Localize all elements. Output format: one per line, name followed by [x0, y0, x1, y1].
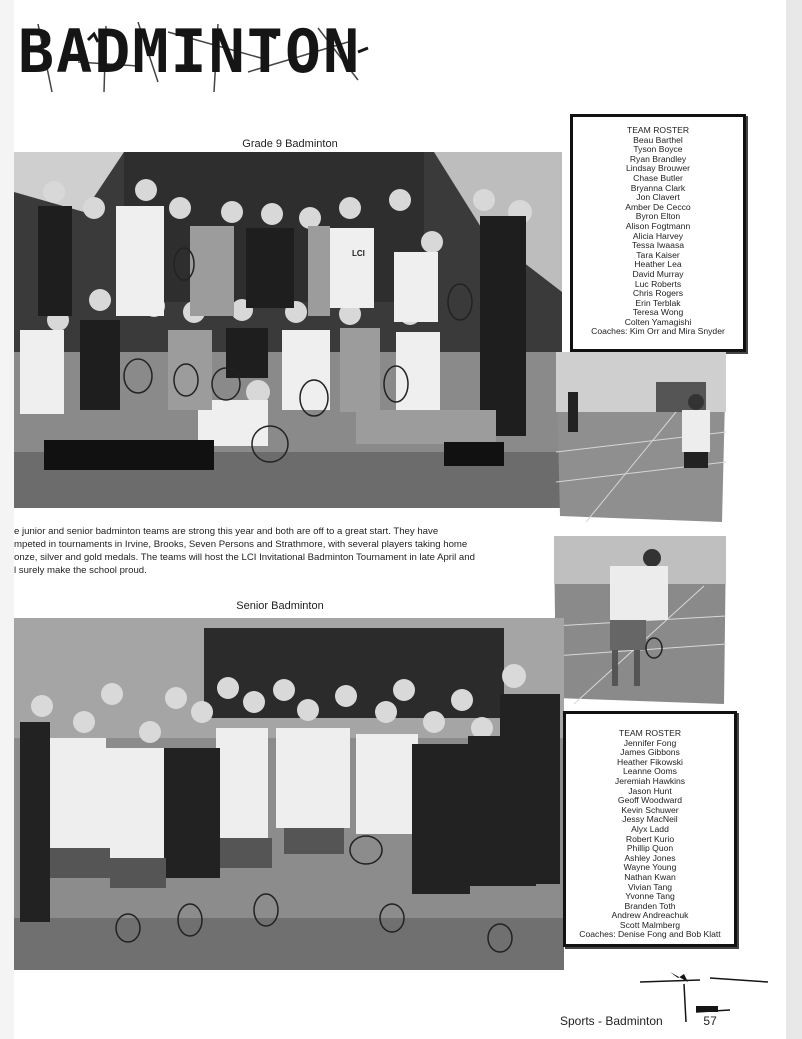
- roster-name: Phillip Quon: [626, 843, 674, 854]
- roster-name: Ryan Brandley: [629, 153, 687, 164]
- roster-name: Byron Elton: [635, 211, 681, 222]
- body-line: onze, silver and gold medals. The teams will host the LCI Invitational Badminton Tournament in late April and: [14, 552, 475, 563]
- roster-name: Jon Clavert: [636, 192, 680, 203]
- roster-name: David Murray: [632, 268, 684, 279]
- roster-name: Yvonne Tang: [625, 891, 675, 902]
- grade9-caption: Grade 9 Badminton: [242, 138, 338, 150]
- roster-name: Branden Toth: [624, 900, 676, 911]
- roster-name: Robert Kurio: [625, 833, 675, 844]
- roster-name: Luc Roberts: [634, 278, 682, 289]
- page-footer: [560, 1014, 717, 1028]
- roster-name: Tyson Boyce: [633, 144, 683, 155]
- senior-team-photo: [14, 618, 564, 970]
- roster-name: Chase Butler: [633, 172, 683, 183]
- roster-name: Jennifer Fong: [623, 737, 677, 748]
- roster-name: Andrew Andreachuk: [611, 910, 689, 921]
- roster-name: Geoff Woodward: [617, 795, 683, 806]
- roster-name: Beau Barthel: [633, 134, 683, 145]
- senior-caption: Senior Badminton: [236, 600, 324, 612]
- grade9-team-photo: [14, 152, 562, 508]
- body-line: l surely make the school proud.: [14, 565, 147, 576]
- roster-name: Ashley Jones: [624, 852, 676, 863]
- body-line: e junior and senior badminton teams are strong this year and both are off to a great start. They have: [14, 526, 439, 537]
- grade9-roster-box: [570, 114, 746, 352]
- headline-text: BADMINTON: [18, 17, 362, 87]
- roster-name: Vivian Tang: [627, 881, 673, 892]
- roster-name: Leanne Ooms: [623, 766, 677, 777]
- roster-name: Amber De Cecco: [625, 201, 691, 212]
- roster-coaches: Coaches: Kim Orr and Mira Snyder: [591, 326, 725, 337]
- senior-roster-box: [563, 711, 737, 947]
- roster-title: TEAM ROSTER: [626, 125, 690, 135]
- roster-name: Chris Rogers: [632, 288, 684, 299]
- roster-name: Heather Lea: [634, 259, 682, 270]
- article-body: [14, 525, 534, 577]
- roster-name: Alyx Ladd: [631, 823, 669, 834]
- roster-name: Tessa Iwaasa: [631, 240, 685, 251]
- roster-name: Alicia Harvey: [632, 230, 684, 241]
- roster-name: Jessy MacNeil: [622, 814, 678, 825]
- roster-name: Nathan Kwan: [624, 871, 676, 882]
- roster-title: TEAM ROSTER: [618, 728, 682, 738]
- shirt-lci-text: LCI: [352, 249, 365, 258]
- roster-name: James Gibbons: [620, 747, 680, 758]
- roster-name: Wayne Young: [623, 862, 677, 873]
- roster-name: Bryanna Clark: [630, 182, 686, 193]
- roster-name: Colten Yamagishi: [624, 316, 692, 327]
- roster-name: Alison Fogtmann: [625, 220, 691, 231]
- roster-name: Lindsay Brouwer: [625, 163, 690, 174]
- gym-action-photo-1: [556, 352, 726, 522]
- roster-name: Jeremiah Hawkins: [614, 775, 686, 786]
- roster-coaches: Coaches: Denise Fong and Bob Klatt: [579, 929, 721, 940]
- roster-name: Tara Kaiser: [636, 249, 680, 260]
- roster-name: Heather Fikowski: [617, 756, 683, 767]
- body-line: mpeted in tournaments in Irvine, Brooks, Seven Persons and Strathmore, with several players taking home: [14, 539, 468, 550]
- page-edge: [786, 0, 802, 1039]
- footer-section: Sports - Badminton: [560, 1014, 663, 1028]
- roster-name: Jason Hunt: [628, 785, 672, 796]
- roster-name: Scott Malmberg: [619, 919, 681, 930]
- roster-name: Erin Terblak: [635, 297, 681, 308]
- page-number: 57: [703, 1014, 717, 1028]
- roster-name: Kevin Schuwer: [621, 804, 679, 815]
- page-headline: [18, 17, 362, 87]
- gym-action-photo-2: [554, 536, 726, 704]
- roster-name: Teresa Wong: [632, 307, 684, 318]
